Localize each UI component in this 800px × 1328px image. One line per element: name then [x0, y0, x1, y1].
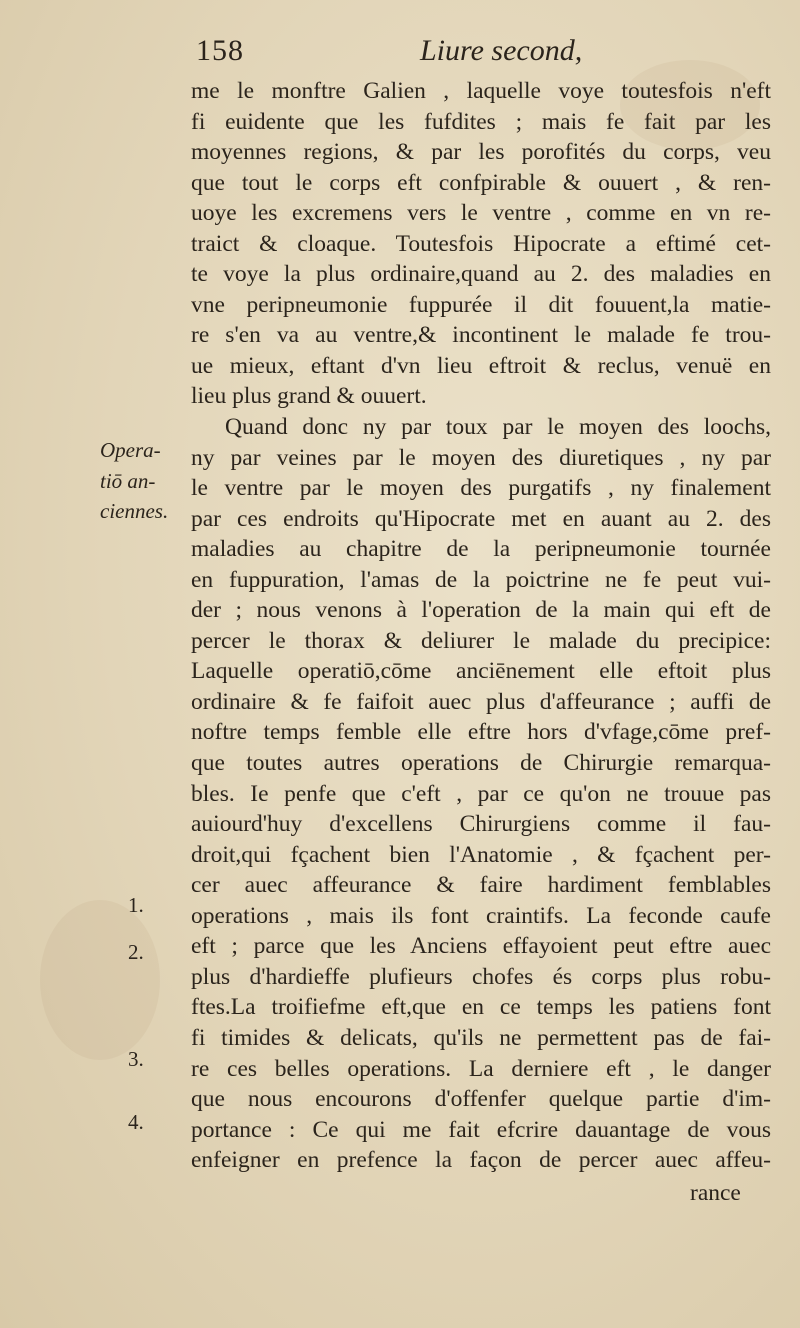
margin-number: 4. [128, 1110, 144, 1134]
margin-note [100, 435, 190, 527]
margin-note-line: ciennes. [100, 499, 169, 524]
text-line: vne peripneumonie fuppurée il dit fouuent,la matie- [191, 291, 771, 318]
paper-stain [40, 900, 160, 1060]
text-line: en fuppuration, l'amas de la poictrine ne fe peut vui- [191, 566, 771, 593]
margin-note-line: tiō an- [100, 468, 156, 493]
text-line: fi euidente que les fufdites ; mais fe fait par les [191, 108, 771, 135]
text-line: te voye la plus ordinaire,quand au 2. des maladies en [191, 261, 771, 288]
text-line: me le monftre Galien , laquelle voye toutesfois n'eft [191, 78, 771, 104]
text-line: auiourd'huy d'excellens Chirurgiens comme il fau- [191, 811, 771, 838]
text-line: noftre temps femble elle eftre hors d'vfage,cōme pref- [191, 719, 771, 746]
catchword: rance [690, 1180, 741, 1206]
text-line: ue mieux, eftant d'vn lieu eftroit & reclus, venuë en [191, 352, 771, 379]
text-line: der ; nous venons à l'operation de la main qui eft de [191, 597, 771, 624]
text-line: fi timides & delicats, qu'ils ne permettent pas de fai- [191, 1024, 771, 1051]
text-line: re ces belles operations. La derniere eft , le danger [191, 1055, 771, 1082]
text-line: ny par veines par le moyen des diuretiques , ny par [191, 444, 771, 471]
text-line: maladies au chapitre de la peripneumonie tournée [191, 536, 771, 563]
text-line: Laquelle operatiō,cōme anciēnement elle eftoit plus [191, 658, 771, 685]
text-line: bles. Ie penfe que c'eft , par ce qu'on ne trouue pas [191, 780, 771, 807]
text-line: re s'en va au ventre,& incontinent le malade fe trou- [191, 322, 771, 349]
text-line: plus d'hardieffe plufieurs chofes és corps plus robu- [191, 963, 771, 990]
text-line: eft ; parce que les Anciens effayoient peut eftre auec [191, 933, 771, 960]
text-line: que nous encourons d'offenfer quelque partie d'im- [191, 1086, 771, 1113]
page-number: 158 [196, 34, 244, 67]
margin-number: 3. [128, 1047, 144, 1071]
margin-number: 1. [128, 893, 144, 917]
text-line: ordinaire & fe faifoit auec plus d'affeurance ; auffi de [191, 688, 771, 715]
text-line: Quand donc ny par toux par le moyen des loochs, [225, 414, 771, 441]
text-line: ftes.La troifiefme eft,que en ce temps les patiens font [191, 994, 771, 1021]
text-line: percer le thorax & deliurer le malade du precipice: [191, 627, 771, 654]
margin-note-line: Opera- [100, 438, 161, 462]
text-line: uoye les excremens vers le ventre , comme en vn re- [191, 200, 771, 227]
margin-number: 2. [128, 940, 144, 964]
running-title: Liure second, [420, 34, 583, 67]
text-line: moyennes regions, & par les porofités du corps, veu [191, 139, 771, 166]
text-line: enfeigner en prefence la façon de percer auec affeu- [191, 1147, 771, 1174]
text-line: traict & cloaque. Toutesfois Hipocrate a eftimé cet- [191, 230, 771, 257]
text-line: droit,qui fçachent bien l'Anatomie , & fçachent per- [191, 841, 771, 868]
text-line: que tout le corps eft confpirable & ouuert , & ren- [191, 169, 771, 196]
text-line: cer auec affeurance & faire hardiment femblables [191, 872, 771, 899]
text-line: que toutes autres operations de Chirurgie remarqua- [191, 750, 771, 777]
text-line: operations , mais ils font craintifs. La feconde caufe [191, 902, 771, 929]
text-line: lieu plus grand & ouuert. [191, 383, 427, 410]
body-text [191, 76, 771, 1176]
text-line: par ces endroits qu'Hipocrate met en auant au 2. des [191, 505, 771, 532]
page-header [190, 34, 780, 74]
text-line: le ventre par le moyen des purgatifs , ny finalement [191, 475, 771, 502]
text-line: portance : Ce qui me fait efcrire dauantage de vous [191, 1116, 771, 1143]
